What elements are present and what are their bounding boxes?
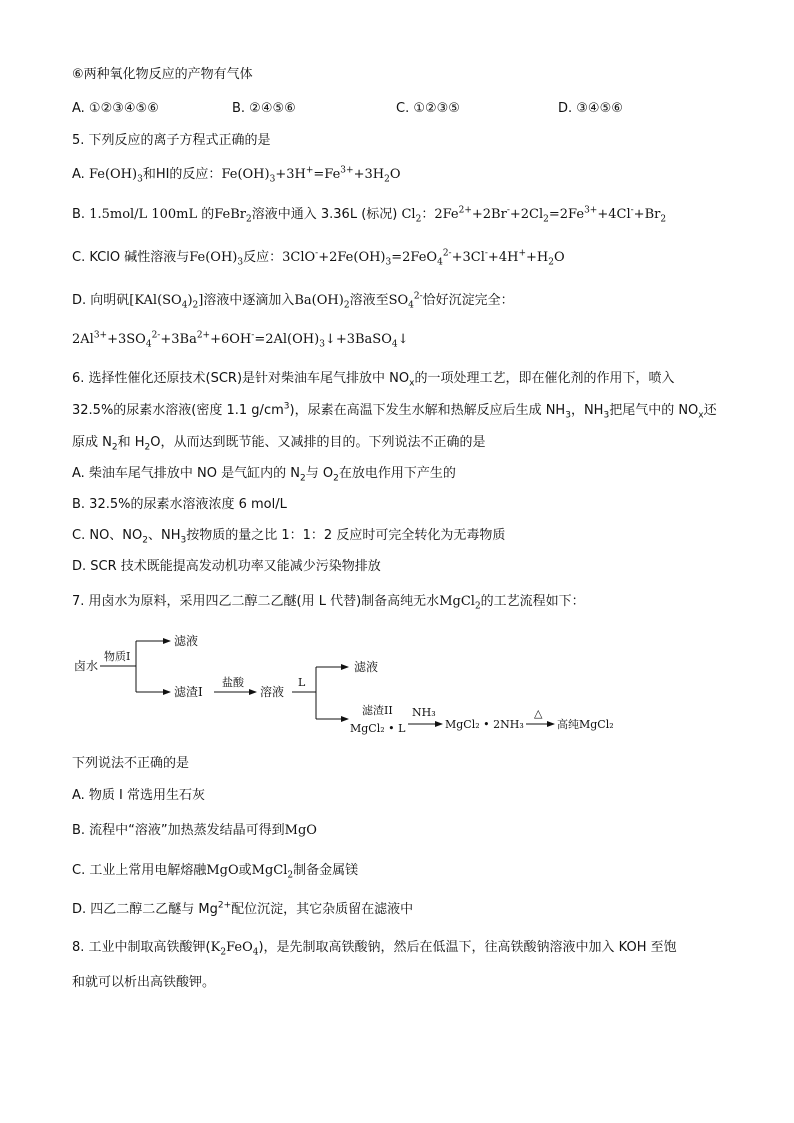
- q5-option-d-equation: $2Al^{3+}+3SO_4^{2-}+3Ba^{2+}+6OH^-=2Al(OH)_3↓+3BaSO_4↓$: [72, 330, 409, 350]
- flow-residue2: 滤渣II: [362, 704, 393, 717]
- q6-stem-line1: 6. 选择性催化还原技术(SCR)是针对柴油车尾气排放中 $NO_x$的一项处理工艺，即在催化剂的作用下，喷入: [72, 371, 675, 389]
- q8-stem-line2: 和就可以析出高铁酸钾。: [72, 975, 216, 990]
- q4-statement-6: ⑥两种氧化物反应的产物有气体: [72, 67, 253, 82]
- flow-filtrate-top: 滤液: [174, 634, 199, 648]
- q7-ask: 下列说法不正确的是: [72, 756, 190, 771]
- flow-acid: 盐酸: [222, 676, 244, 689]
- q6-stem-line2: 32.5%的尿素水溶液(密度 1.1 $g/cm^3$)，尿素在高温下发生水解和热解反应后生成 $NH_3$，$NH_3$把尾气中的 $NO_x$还: [72, 401, 717, 421]
- q6-option-d: D. SCR 技术既能提高发动机功率又能减少污染物排放: [72, 559, 381, 574]
- q6-stem-line3: 原成 $N_2$和 $H_2O$，从而达到既节能、又减排的目的。下列说法不正确的是: [72, 435, 486, 453]
- q5-option-c: C. KClO 碱性溶液与$Fe(OH)_3$反应：$3ClO^-+2Fe(OH)_3=2FeO_4^{2-}+3Cl^-+4H^++H_2O$: [72, 248, 565, 268]
- q7-option-a: A. 物质 I 常选用生石灰: [72, 788, 206, 803]
- flow-solution: 溶液: [260, 685, 285, 699]
- q5-option-b: B. 1.5mol/L 100mL 的FeBr$_2$溶液中通入 3.36L (标况) $Cl_2$：$2Fe^{2+}+2Br^-+2Cl_2=2Fe^{3+}+4Cl^-+Br_2$: [72, 205, 667, 225]
- flow-product: 高纯MgCl₂: [557, 718, 614, 731]
- flow-complex: MgCl₂ • L: [350, 722, 406, 735]
- q8-stem-line1: 8. 工业中制取高铁酸钾$(K_2FeO_4)$，是先制取高铁酸钠，然后在低温下，往高铁酸钠溶液中加入 KOH 至饱: [72, 940, 677, 958]
- q5-option-a: A. $Fe(OH)_3$和HI的反应：$Fe(OH)_3+3H^+=Fe^{3+}+3H_2O$: [72, 165, 401, 185]
- flow-filtrate2: 滤液: [354, 660, 379, 674]
- flow-reagent1: 物质I: [104, 650, 131, 663]
- flow-l-label: L: [298, 676, 306, 689]
- q7-stem: 7. 用卤水为原料，采用四乙二醇二乙醚(用 L 代替)制备高纯无水MgCl$_2$的工艺流程如下：: [72, 594, 585, 612]
- q7-option-c: C. 工业上常用电解熔融MgO或MgCl$_2$制备金属镁: [72, 863, 359, 881]
- flow-residue1: 滤渣I: [174, 685, 203, 699]
- q7-option-d: D. 四乙二醇二乙醚与 $Mg^{2+}$配位沉淀，其它杂质留在滤液中: [72, 900, 414, 917]
- q6-option-a: A. 柴油车尾气排放中 NO 是气缸内的 $N_2$与 $O_2$在放电作用下产生的: [72, 466, 456, 484]
- flow-nh3: NH₃: [412, 706, 436, 719]
- q5-stem: 5. 下列反应的离子方程式正确的是: [72, 133, 271, 148]
- q4-option-d: D. ③④⑤⑥: [558, 101, 623, 116]
- q7-option-b: B. 流程中“溶液”加热蒸发结晶可得到MgO: [72, 823, 317, 838]
- q7-flow-diagram: [70, 626, 630, 744]
- q4-option-c: C. ①②③⑤: [396, 101, 460, 116]
- flow-mid: MgCl₂ • 2NH₃: [445, 718, 524, 731]
- q4-option-b: B. ②④⑤⑥: [232, 101, 296, 116]
- flow-start: 卤水: [74, 659, 99, 673]
- q6-option-c: C. NO、$NO_2$、$NH_3$按物质的量之比 1：1：2 反应时可完全转化为无毒物质: [72, 528, 506, 546]
- q6-option-b: B. 32.5%的尿素水溶液浓度 6 mol/L: [72, 497, 287, 512]
- q5-option-d: D. 向明矾$[KAl(SO_4)_2]$溶液中逐滴加入$Ba(OH)_2$溶液至$SO_4^{2-}$恰好沉淀完全：: [72, 291, 514, 311]
- flow-heat: △: [534, 707, 543, 720]
- q4-option-a: A. ①②③④⑤⑥: [72, 101, 159, 116]
